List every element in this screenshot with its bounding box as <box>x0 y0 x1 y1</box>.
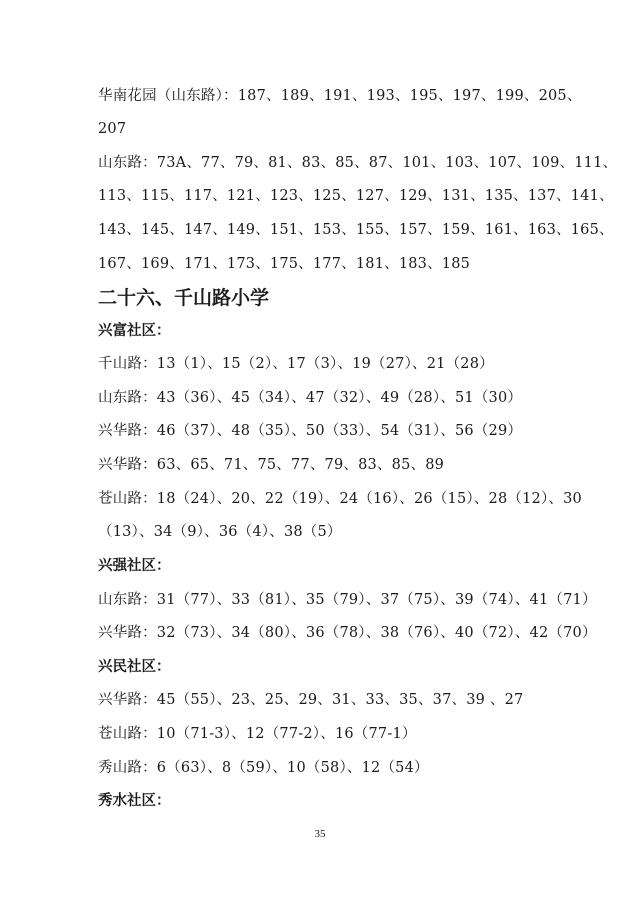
text-line: 兴华路：46（37）、48（35）、50（33）、54（31）、56（29） <box>98 423 523 439</box>
text-line: 苍山路：18（24）、20、22（19）、24（16）、26（15）、28（12）、30 <box>98 491 582 507</box>
text-line: 143、145、147、149、151、153、155、157、159、161、163、165、 <box>98 222 614 238</box>
text-line: 山东路：31（77）、33（81）、35（79）、37（75）、39（74）、41（71） <box>98 592 597 608</box>
text-line: 山东路：43（36）、45（34）、47（32）、49（28）、51（30） <box>98 390 523 406</box>
text-line: 兴华路：63、65、71、75、77、79、83、85、89 <box>98 457 445 473</box>
community-heading: 兴民社区： <box>98 659 171 675</box>
section-title: 二十六、千山路小学 <box>98 287 270 309</box>
text-line: 山东路：73A、77、79、81、83、85、87、101、103、107、109、111、 <box>98 155 618 171</box>
text-line: 苍山路：10（71-3）、12（77-2）、16（77-1） <box>98 726 417 742</box>
text-line: （13）、34（9）、36（4）、38（5） <box>98 524 342 540</box>
text-line: 秀山路：6（63）、8（59）、10（58）、12（54） <box>98 760 429 776</box>
text-line: 兴华路：45（55）、23、25、29、31、33、35、37、39 、27 <box>98 692 524 708</box>
text-line: 华南花园（山东路）：187、189、191、193、195、197、199、205、 <box>98 88 582 104</box>
text-line: 167、169、171、173、175、177、181、183、185 <box>98 256 471 272</box>
community-heading: 兴强社区： <box>98 558 171 574</box>
text-line: 113、115、117、121、123、125、127、129、131、135、137、141、 <box>98 188 614 204</box>
community-heading: 秀水社区： <box>98 793 171 809</box>
page-number: 35 <box>314 828 326 840</box>
text-line: 千山路：13（1）、15（2）、17（3）、19（27）、21（28） <box>98 356 494 372</box>
community-heading: 兴富社区： <box>98 323 171 339</box>
text-line: 207 <box>98 121 127 137</box>
text-line: 兴华路：32（73）、34（80）、36（78）、38（76）、40（72）、42（70） <box>98 625 597 641</box>
